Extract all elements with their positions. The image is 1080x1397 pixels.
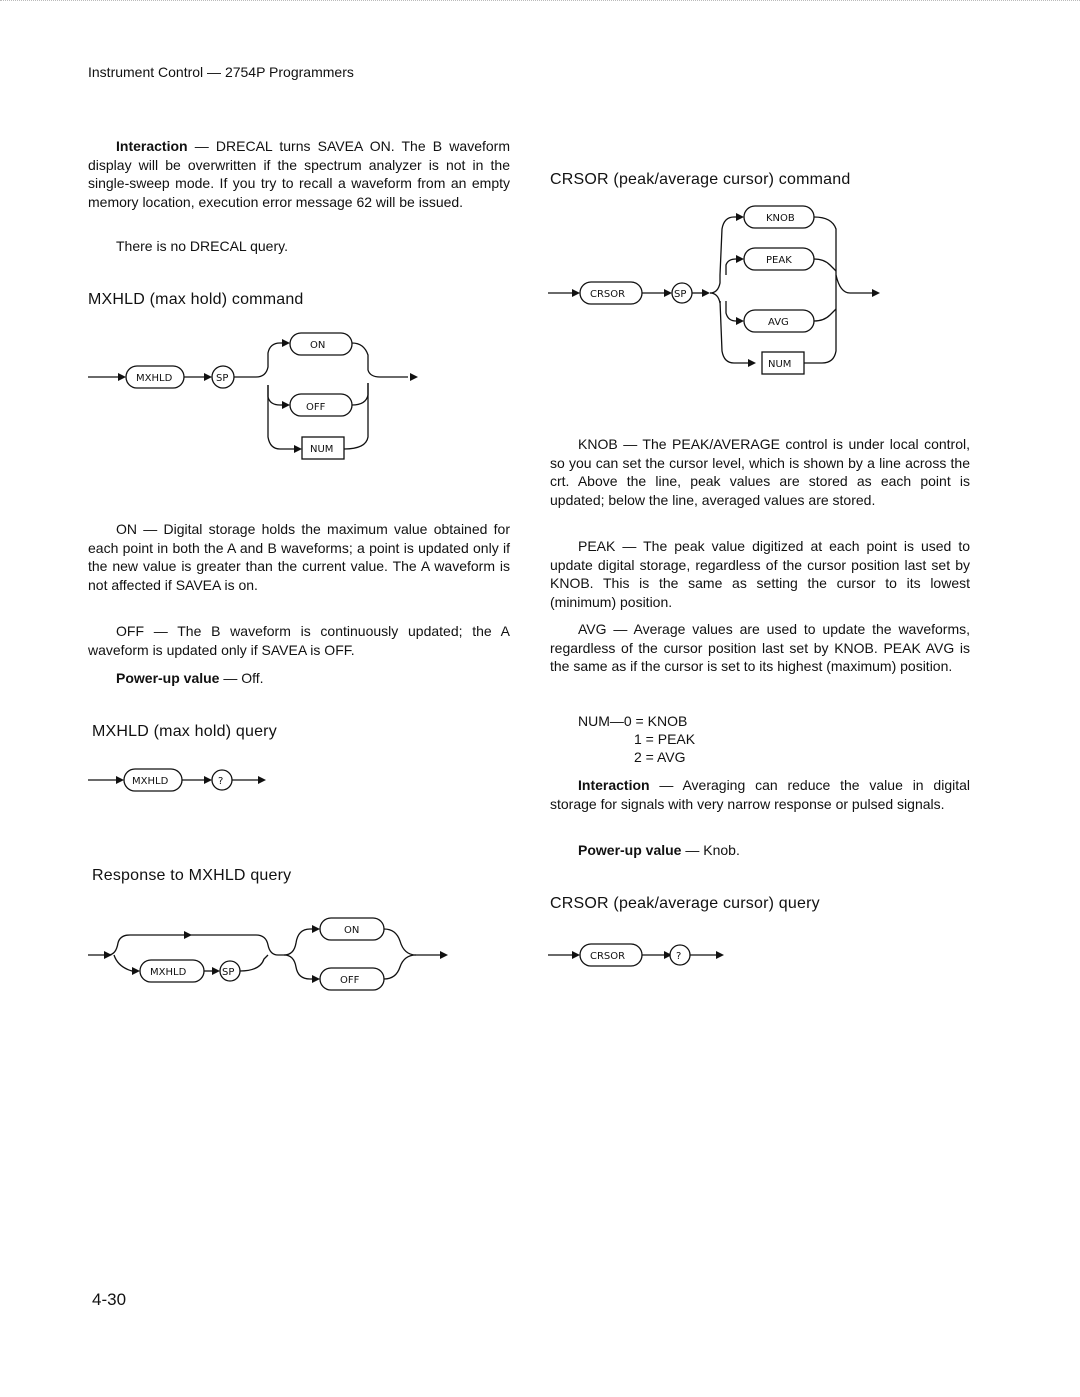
peak-paragraph (550, 537, 970, 611)
off-paragraph (88, 622, 510, 659)
avg-paragraph (550, 620, 970, 676)
powerup-label: Power-up value (116, 670, 220, 686)
on-text: — Digital storage holds the maximum value obtained for each point in both the A and B waveforms; a point is updated only if the new value is greater than the current value. The A waveform is not affected if SAVEA is on. (88, 521, 511, 593)
powerup-label: Power-up value (578, 842, 682, 858)
powerup-paragraph-left (88, 669, 510, 688)
knob-text: — The PEAK/AVERAGE control is under local control, so you can set the cursor level, which is shown by a line across the crt. Above the line, peak values are stored as each point is updated; below the line, averaged values are stored. (550, 436, 971, 508)
mxhld-query-syntax-diagram (88, 766, 278, 796)
off-text: — The B waveform is continuously updated; the A waveform is updated only if SAVEA is OFF. (88, 623, 510, 658)
knob-paragraph (550, 435, 970, 509)
mxhld-response-syntax-diagram (88, 915, 458, 995)
avg-text: — Average values are used to update the waveforms, regardless of the cursor position last set by KNOB. PEAK AVG is the same as if the cursor is set to its highest (maximum) position. (550, 621, 971, 674)
powerup-text: — Off. (223, 670, 264, 686)
peak-text: — The peak value digitized at each point is used to update digital storage, regardless of the cursor position last set by KNOB. This is the same as setting the cursor to its lowest (minimum) position. (550, 538, 971, 610)
mxhld-keyword: MXHLD (132, 776, 169, 787)
opt-off: OFF (340, 975, 360, 986)
crsor-query-heading: CRSOR (peak/average cursor) query (550, 895, 820, 912)
num-map-0: NUM—0 = KNOB (578, 713, 688, 729)
interaction-label: Interaction (578, 777, 650, 793)
drecal-interaction-paragraph (88, 137, 510, 211)
powerup-text: — Knob. (685, 842, 740, 858)
opt-avg: AVG (768, 317, 789, 328)
mxhld-keyword: MXHLD (150, 967, 187, 978)
knob-label: KNOB (578, 436, 618, 452)
interaction-label: Interaction (116, 138, 188, 154)
opt-peak: PEAK (766, 255, 792, 266)
opt-on: ON (310, 340, 326, 351)
crsor-query-syntax-diagram (548, 941, 738, 971)
opt-num: NUM (768, 359, 792, 370)
response-heading: Response to MXHLD query (92, 867, 292, 884)
opt-num: NUM (310, 444, 334, 455)
opt-on: ON (344, 925, 360, 936)
mxhld-query-heading: MXHLD (max hold) query (92, 723, 277, 740)
peak-label: PEAK (578, 538, 616, 554)
running-header: Instrument Control — 2754P Programmers (88, 64, 354, 80)
sp-token: SP (216, 373, 229, 384)
num-map-1: 1 = PEAK (634, 731, 696, 747)
on-paragraph (88, 520, 510, 594)
mxhld-keyword: MXHLD (136, 373, 173, 384)
drecal-no-query: There is no DRECAL query. (116, 238, 288, 254)
sp-token: SP (222, 967, 235, 978)
avg-label: AVG (578, 621, 607, 637)
crsor-keyword: CRSOR (590, 951, 626, 962)
on-label: ON (116, 521, 137, 537)
interaction-text: — Averaging can reduce the value in digital storage for signals with very narrow response or pulsed signals. (550, 777, 970, 812)
crsor-command-syntax-diagram (548, 205, 888, 375)
off-label: OFF (116, 623, 144, 639)
query-mark: ? (676, 951, 682, 962)
page-number: 4-30 (92, 1290, 127, 1309)
crsor-command-heading: CRSOR (peak/average cursor) command (550, 171, 851, 188)
crsor-keyword: CRSOR (590, 289, 626, 300)
opt-off: OFF (306, 402, 326, 413)
mxhld-command-heading: MXHLD (max hold) command (88, 291, 304, 308)
opt-knob: KNOB (766, 213, 795, 224)
num-map-2: 2 = AVG (634, 749, 686, 765)
sp-token: SP (674, 289, 687, 300)
interaction-text: — DRECAL turns SAVEA ON. The B waveform display will be overwritten if the spectrum analyzer is not in the single-sweep mode. If you try to recall a waveform from an empty memory location, execution error message 62 will be issued. (88, 138, 510, 210)
query-mark: ? (218, 776, 224, 787)
crsor-interaction-paragraph (550, 776, 970, 813)
powerup-paragraph-right (550, 841, 970, 860)
num-mapping-list (578, 712, 695, 766)
mxhld-command-syntax-diagram (88, 325, 428, 460)
scan-edge-dots (0, 0, 1080, 2)
